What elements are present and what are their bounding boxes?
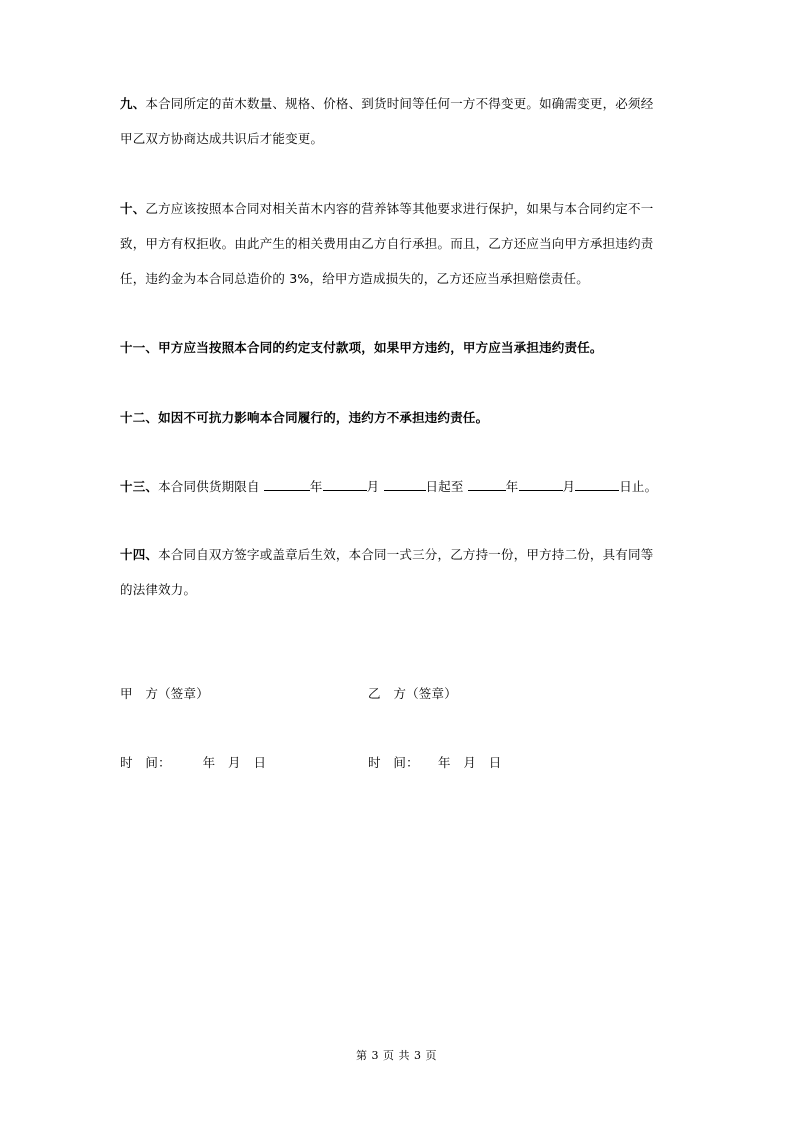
clause-13-prefix: 本合同供货期限自 [158, 479, 260, 494]
clause-14-number: 十四、 [120, 547, 159, 562]
page-number-footer: 第 3 页 共 3 页 [356, 1049, 437, 1062]
clause-11-text: 十一、甲方应当按照本合同的约定支付款项，如果甲方违约，甲方应当承担违约责任。 [120, 340, 603, 355]
clause-9-line-2: 甲乙双方协商达成共识后才能变更。 [120, 131, 324, 146]
clause-12 [120, 400, 680, 435]
start-day-blank[interactable] [384, 476, 426, 491]
start-year-blank[interactable] [264, 476, 310, 491]
clause-9-number: 九、 [120, 96, 146, 111]
clause-9-line-1: 本合同所定的苗木数量、规格、价格、到货时间等任何一方不得变更。如确需变更，必须经 [145, 96, 654, 111]
clause-10-line-2: 致，甲方有权拒收。由此产生的相关费用由乙方自行承担。而且，乙方还应当向甲方承担违约责 [120, 236, 654, 251]
clause-14 [120, 537, 680, 607]
end-year-label: 年 [505, 479, 519, 494]
party-a-date: 时 间： 年 月 日 [120, 755, 267, 770]
end-month-blank[interactable] [519, 476, 563, 491]
clause-9 [120, 86, 680, 156]
end-month-label: 月 [562, 479, 576, 494]
clause-10 [120, 191, 680, 296]
clause-10-line-3: 任，违约金为本合同总造价的 3%，给甲方造成损失的，乙方还应当承担赔偿责任。 [120, 271, 589, 286]
start-month-blank[interactable] [323, 476, 367, 491]
end-year-blank[interactable] [468, 476, 506, 491]
clause-13-number: 十三、 [120, 479, 159, 494]
clause-11 [120, 330, 680, 365]
party-a-signature: 甲 方（签章） [120, 686, 209, 701]
clause-13 [120, 469, 700, 504]
clause-14-line-1: 本合同自双方签字或盖章后生效，本合同一式三分，乙方持一份，甲方持二份，具有同等 [158, 547, 654, 562]
clause-10-line-1: 乙方应该按照本合同对相关苗木内容的营养钵等其他要求进行保护，如果与本合同约定不一 [145, 201, 654, 216]
party-b-date: 时 间： 年 月 日 [368, 755, 502, 770]
clause-14-line-2: 的法律效力。 [120, 582, 197, 597]
clause-12-text: 十二、如因不可抗力影响本合同履行的，违约方不承担违约责任。 [120, 410, 489, 425]
start-year-label: 年 [309, 479, 323, 494]
start-month-label: 月 [366, 479, 380, 494]
clause-10-number: 十、 [120, 201, 146, 216]
end-day-blank[interactable] [575, 476, 619, 491]
end-day-label: 日止。 [619, 479, 658, 494]
party-b-signature: 乙 方（签章） [368, 686, 457, 701]
start-day-label: 日起至 [425, 479, 464, 494]
